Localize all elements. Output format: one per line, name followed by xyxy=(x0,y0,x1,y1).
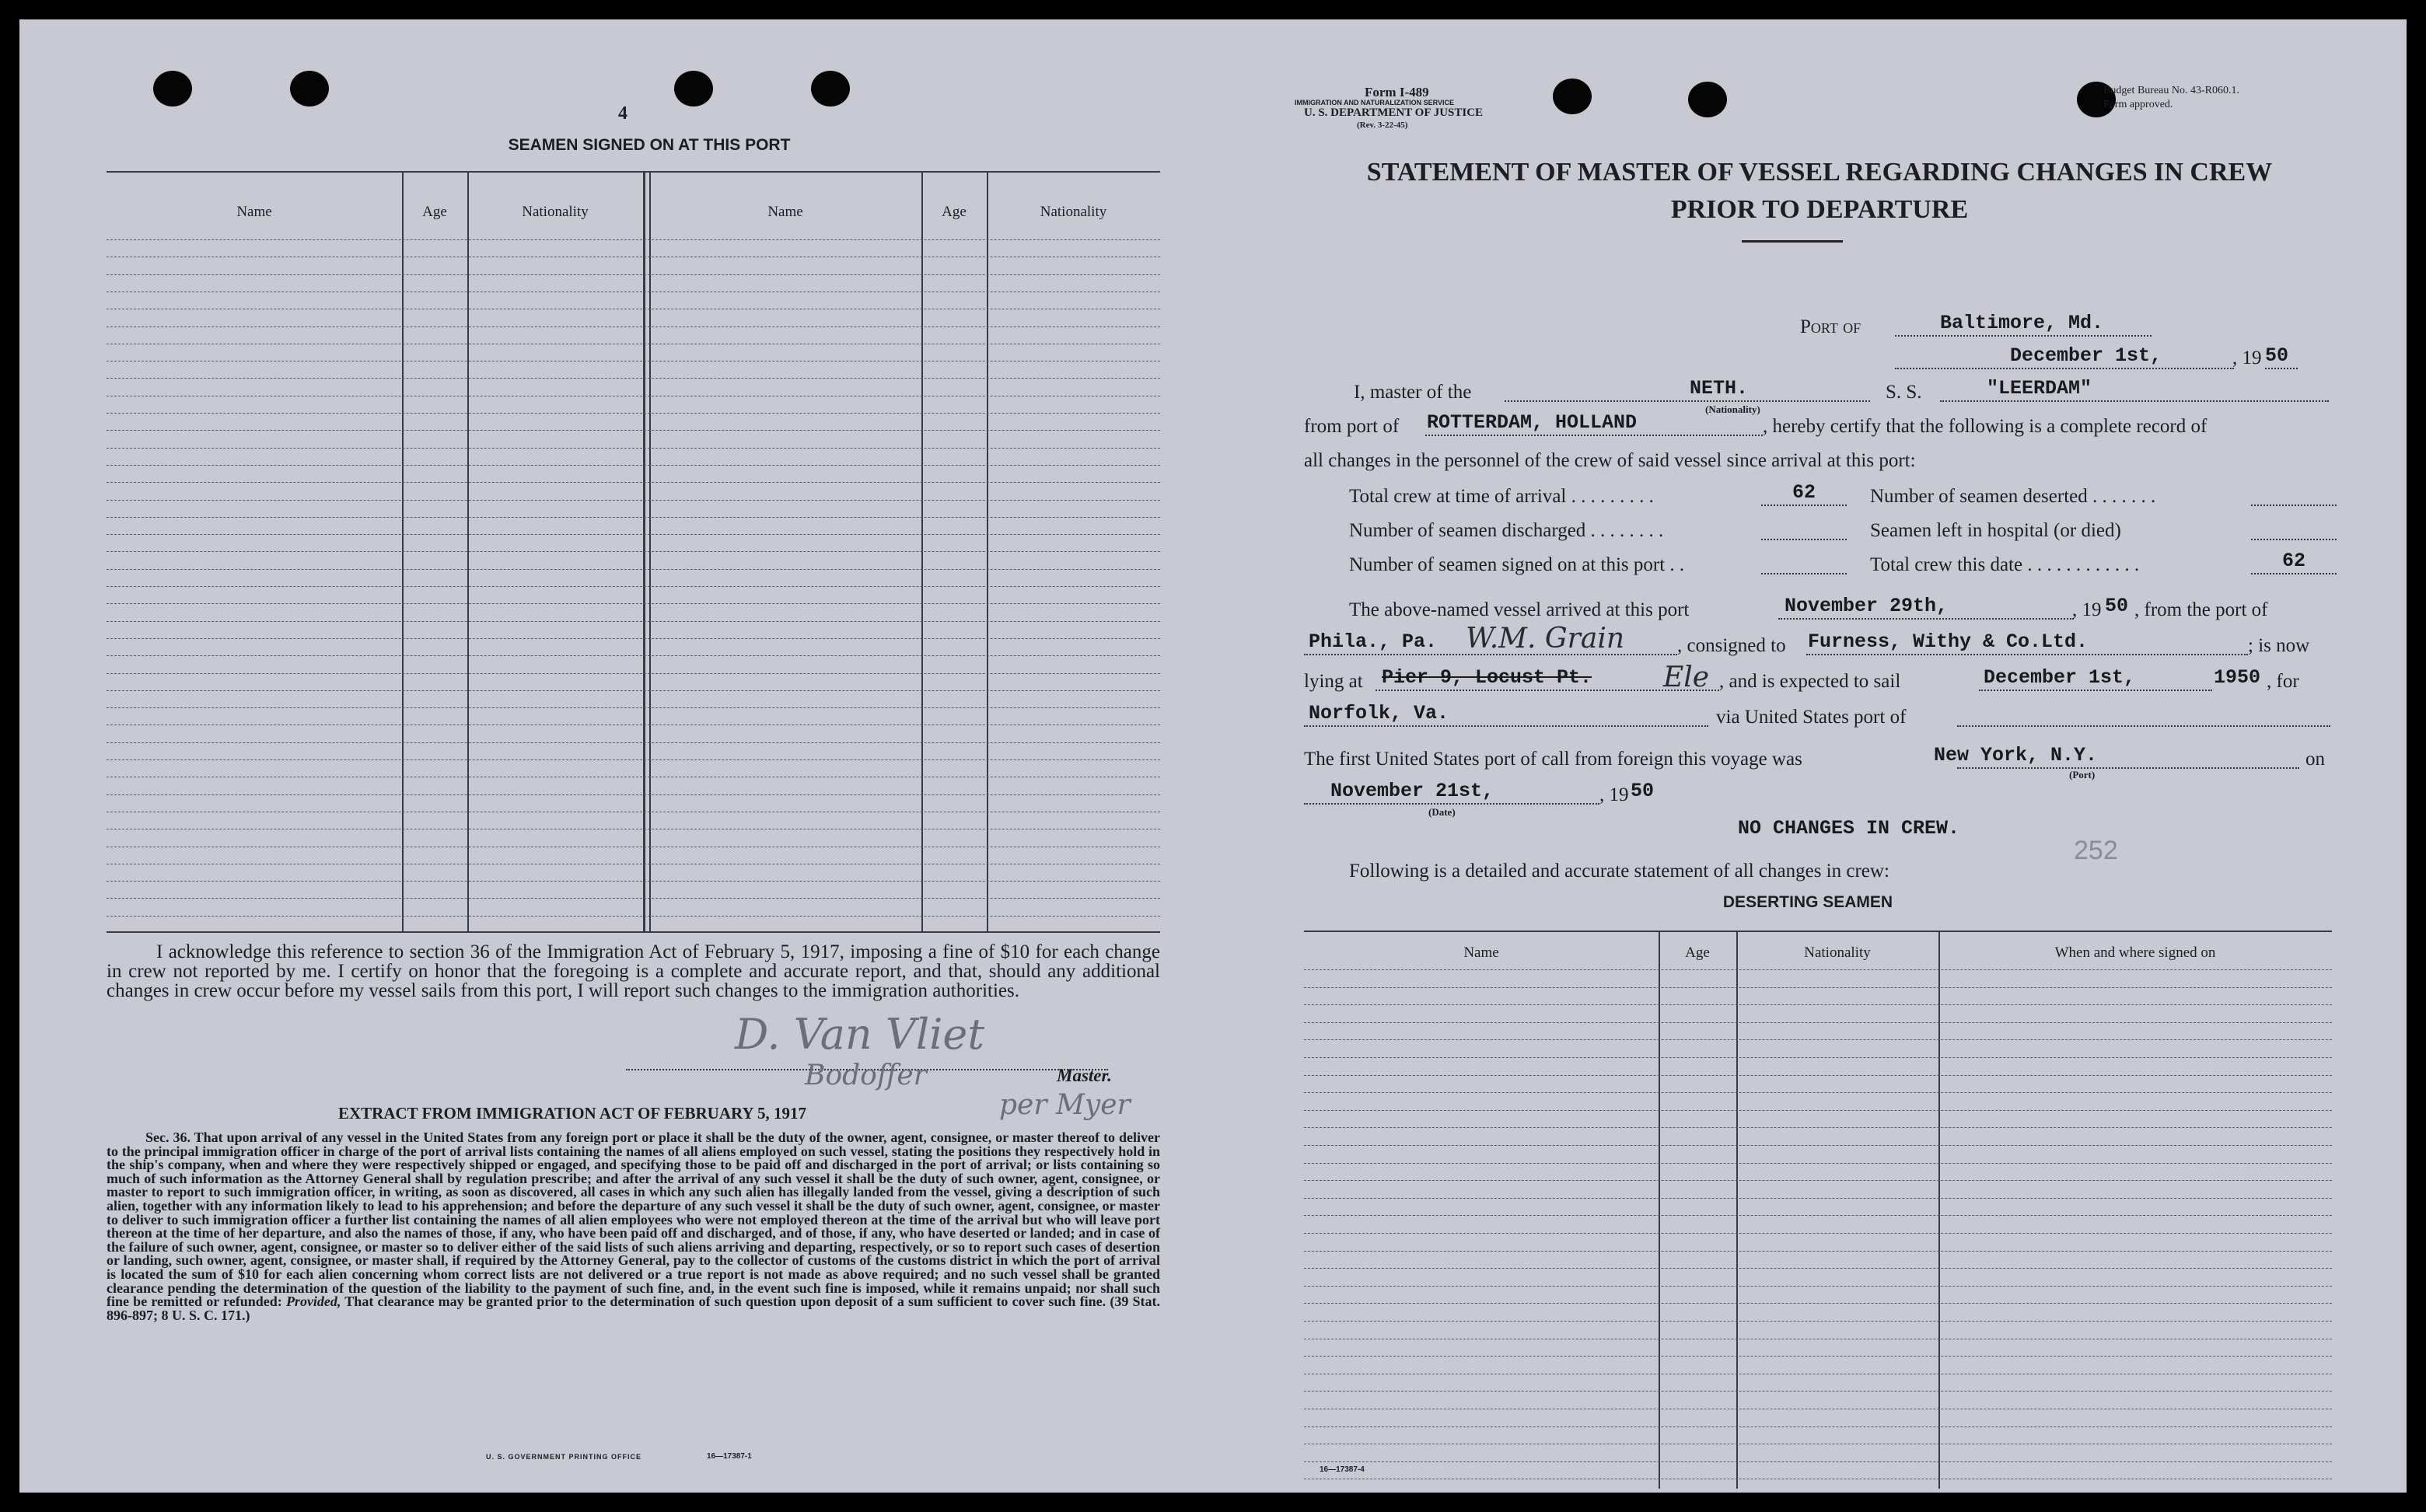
following-text: Following is a detailed and accurate statement of all changes in crew: xyxy=(1349,861,1889,882)
column-header: Age xyxy=(1685,945,1710,961)
port-caption: (Port) xyxy=(2069,769,2096,780)
printer-label: U. S. GOVERNMENT PRINTING OFFICE xyxy=(486,1453,642,1461)
total-crew-date-label: Total crew this date . . . . . . . . . . . . xyxy=(1870,554,2140,575)
column-header: Nationality xyxy=(1804,945,1871,961)
table-row-line xyxy=(1304,1092,2332,1093)
table-row-line xyxy=(107,586,1160,587)
nationality-field[interactable]: NETH. xyxy=(1690,377,1749,400)
consigned-label: , consigned to xyxy=(1677,635,1786,656)
table-row-line xyxy=(107,239,1160,240)
table-row-line xyxy=(107,326,1160,327)
table-row-line xyxy=(1304,1145,2332,1146)
table-row-line xyxy=(107,500,1160,501)
table-row-line xyxy=(1304,1303,2332,1304)
certify-text: , hereby certify that the following is a complete record of xyxy=(1763,416,2208,437)
table-row-line xyxy=(1304,1461,2332,1462)
table-row-line xyxy=(107,465,1160,466)
hospital-label: Seamen left in hospital (or died) xyxy=(1870,520,2121,541)
port-field[interactable]: Baltimore, Md. xyxy=(1940,312,2104,334)
vessel-name-field[interactable]: "LEERDAM" xyxy=(1987,377,2092,400)
deserting-title: DESERTING SEAMEN xyxy=(1722,893,1893,911)
form-title: STATEMENT OF MASTER OF VESSEL REGARDING CHANGES IN CREW xyxy=(1366,158,2273,187)
consignee-field[interactable]: Furness, Withy & Co.Ltd. xyxy=(1808,630,2089,653)
table-row-line xyxy=(1304,987,2332,988)
first-port-label: The first United States port of call from foreign this voyage was xyxy=(1304,749,1802,770)
table-row-line xyxy=(107,482,1160,483)
sail-year-field[interactable]: 1950 xyxy=(2214,666,2261,689)
year-field[interactable]: 50 xyxy=(2265,344,2289,367)
table-row-line xyxy=(1304,969,2332,970)
table-row-line xyxy=(107,655,1160,656)
column-header: Name xyxy=(767,204,803,220)
table-row-line xyxy=(1304,1198,2332,1199)
table-row-line xyxy=(107,603,1160,604)
table-row-line xyxy=(1304,1356,2332,1357)
handwritten-note: Ele xyxy=(1663,662,1710,693)
via-label: via United States port of xyxy=(1716,707,1907,728)
column-header: Name xyxy=(1463,945,1499,961)
form-approved: Form approved. xyxy=(2103,99,2173,110)
deserted-label: Number of seamen deserted . . . . . . . xyxy=(1870,486,2156,507)
table-row-line xyxy=(1304,1251,2332,1252)
table-row-line xyxy=(1304,1163,2332,1164)
on-label: on xyxy=(2305,749,2325,770)
arrived-label: The above-named vessel arrived at this port xyxy=(1349,599,1690,620)
punch-hole xyxy=(153,71,192,107)
table-row-line xyxy=(1304,1022,2332,1023)
signature-annotation: per Myer xyxy=(999,1089,1131,1121)
date-field[interactable]: December 1st, xyxy=(2010,344,2162,367)
nationality-caption: (Nationality) xyxy=(1705,403,1760,415)
total-crew-arrival-field[interactable]: 62 xyxy=(1792,481,1816,504)
table-row-line xyxy=(1304,1321,2332,1322)
table-row-line xyxy=(107,881,1160,882)
extract-text: Sec. 36. That upon arrival of any vessel in the United States from any foreign port or place it shall be the duty of the owner, agent, consignee, or master thereof to deliver to the principal immigration officer in charge of the port of arrival lists containing the names of all aliens employed on such vessel, stating the positions they respectively hold in the ship's company, when and where they were respectively shipped or engaged, and specifying those to be paid off and discharged in the port of arrival; or lists containing so much of such information as the Attorney General shall by regulation prescribe; and after the arrival of any such vessel it shall be the duty of such owner, agent, consignee, or master to report to such immigration officer, in writing, as soon as discovered, all cases in which any such alien has illegally landed from the vessel, giving a description of such alien, together with any information likely to lead to his apprehension; and before the departure of any such vessel it shall be the duty of such owner, agent, consignee, or master to deliver to such immigration officer a further list containing the names of all alien employees who were not employed thereon at the time of the arrival but who will leave port thereon at the time of her departure, and also the names of those, if any, who have been paid off and discharged, and of those, if any, who have deserted or landed; and in case of the failure of such owner, agent, consignee, or master so to deliver either of the said lists of such aliens arriving and departing, respectively, or so to report such cases of desertion or landing, such owner, agent, consignee, or master shall, if required by the Attorney General, pay to the collector of customs of the customs district in which the port of arrival is located the sum of $10 for each alien concerning whom correct lists are not delivered or a true report is not made as above required; and no such vessel shall be granted clearance pending the determination of the question of the liability to the payment of such fine, and, in the event such fine is imposed, while it remains unpaid; nor shall such fine be remitted or refunded: Provided, That clearance may be granted prior to the determination of such question upon deposit of a sum sufficient to cover such fine. (39 Stat. 896-897; 8 U. S. C. 171.) xyxy=(107,1130,1161,1323)
form-number: Form I-489 xyxy=(1365,85,1429,100)
master-of-label: I, master of the xyxy=(1354,382,1472,403)
table-row-line xyxy=(107,448,1160,449)
first-year-prefix: , 19 xyxy=(1599,784,1629,805)
signature-annotation: Bodoffer xyxy=(805,1060,927,1091)
sail-date-field[interactable]: December 1st, xyxy=(1984,666,2136,689)
table-row-line xyxy=(107,534,1160,535)
table-row-line xyxy=(107,551,1160,552)
table-row-line xyxy=(107,621,1160,622)
table-row-line xyxy=(107,517,1160,518)
table-row-line xyxy=(1304,1004,2332,1005)
stamp-number: 252 xyxy=(2074,836,2118,865)
table-row-line xyxy=(1304,1426,2332,1427)
table-row-line xyxy=(1304,1233,2332,1234)
table-row-line xyxy=(1304,1268,2332,1269)
column-header: When and where signed on xyxy=(2054,945,2216,961)
printer-code: 16—17387-1 xyxy=(707,1452,752,1461)
total-crew-date-field[interactable]: 62 xyxy=(2282,550,2306,572)
first-port-field[interactable]: New York, N.Y. xyxy=(1934,744,2098,766)
extract-section-label: Sec. 36. xyxy=(145,1130,191,1145)
certify-text: all changes in the personnel of the crew of said vessel since arrival at this port: xyxy=(1304,450,1916,471)
lying-at-field[interactable]: Pier 9, Locust Pt. xyxy=(1382,666,1592,689)
table-row-line xyxy=(1304,1127,2332,1128)
table-row-line xyxy=(107,638,1160,639)
from-port-field[interactable]: ROTTERDAM, HOLLAND xyxy=(1427,411,1638,434)
table-row-line xyxy=(107,378,1160,379)
port-label: Port of xyxy=(1800,316,1861,337)
first-year-field[interactable]: 50 xyxy=(1631,780,1655,802)
discharged-label: Number of seamen discharged . . . . . . . . xyxy=(1349,520,1664,541)
table-row-line xyxy=(1304,1286,2332,1287)
lying-at-label: lying at xyxy=(1304,671,1363,692)
agency-name: IMMIGRATION AND NATURALIZATION SERVICE xyxy=(1295,99,1454,107)
table-title: SEAMEN SIGNED ON AT THIS PORT xyxy=(508,136,791,154)
table-row-line xyxy=(1304,1391,2332,1392)
table-row-line xyxy=(107,916,1160,917)
table-row-line xyxy=(107,413,1160,414)
extract-title: EXTRACT FROM IMMIGRATION ACT OF FEBRUARY 5, 1917 xyxy=(338,1104,807,1123)
extract-citation: (39 Stat. 896-897; 8 U. S. C. 171.) xyxy=(107,1294,1161,1323)
revision-date: (Rev. 3-22-45) xyxy=(1357,120,1408,130)
table-row-line xyxy=(107,690,1160,691)
table-row-line xyxy=(107,569,1160,570)
punch-hole xyxy=(1688,82,1727,117)
table-row-line xyxy=(107,430,1160,431)
table-row-line xyxy=(107,742,1160,743)
department-name: U. S. DEPARTMENT OF JUSTICE xyxy=(1304,107,1484,119)
arrived-date-field[interactable]: November 29th, xyxy=(1785,595,1949,617)
sail-label: , and is expected to sail xyxy=(1719,671,1901,692)
column-header: Age xyxy=(942,204,967,220)
master-label: Master. xyxy=(1057,1066,1112,1085)
document-sheet xyxy=(19,19,2407,1493)
column-header: Nationality xyxy=(1040,204,1107,220)
printer-code: 16—17387-4 xyxy=(1320,1465,1365,1474)
table-row-line xyxy=(107,794,1160,795)
table-row-line xyxy=(107,673,1160,674)
table-row-line xyxy=(1304,1180,2332,1181)
first-date-field[interactable]: November 21st, xyxy=(1330,780,1494,802)
punch-hole xyxy=(290,71,329,107)
table-row-line xyxy=(1304,1057,2332,1058)
punch-hole xyxy=(674,71,713,107)
budget-bureau-number: Budget Bureau No. 43-R060.1. xyxy=(2103,85,2239,96)
seamen-signed-on-table xyxy=(107,171,1160,933)
table-row-line xyxy=(1304,1039,2332,1040)
table-row-line xyxy=(107,707,1160,708)
page-number: 4 xyxy=(618,103,627,124)
arrived-year-prefix: , 19 xyxy=(2072,599,2102,620)
for-label: , for xyxy=(2267,671,2299,692)
deserting-seamen-table xyxy=(1304,931,2332,1489)
table-row-line xyxy=(1304,1215,2332,1216)
table-row-line xyxy=(107,274,1160,275)
table-row-line xyxy=(107,898,1160,899)
from-port-label: from port of xyxy=(1304,416,1400,437)
total-crew-arrival-label: Total crew at time of arrival . . . . . . . . . xyxy=(1349,486,1654,507)
master-signature: D. Van Vliet xyxy=(735,1010,985,1059)
arrived-year-field[interactable]: 50 xyxy=(2105,595,2129,617)
year-prefix: , 19 xyxy=(2232,347,2262,368)
column-header: Age xyxy=(422,204,447,220)
destination-field[interactable]: Norfolk, Va. xyxy=(1309,702,1449,725)
table-row-line xyxy=(1304,1075,2332,1076)
punch-hole xyxy=(1553,79,1592,114)
form-title: PRIOR TO DEPARTURE xyxy=(1670,195,1969,224)
column-header: Nationality xyxy=(522,204,589,220)
table-row-line xyxy=(107,759,1160,760)
from-the-port-label: , from the port of xyxy=(2134,599,2268,620)
title-rule xyxy=(1742,240,1843,243)
ss-label: S. S. xyxy=(1886,382,1922,403)
punch-hole xyxy=(811,71,850,107)
no-changes-note: NO CHANGES IN CREW. xyxy=(1738,817,1960,840)
is-now-label: ; is now xyxy=(2248,635,2310,656)
signed-on-label: Number of seamen signed on at this port . . xyxy=(1349,554,1685,575)
acknowledgment-text: I acknowledge this reference to section 36 of the Immigration Act of February 5, 1917, imposing a fine of $10 for each change in crew not reported by me. I certify on honor that the foregoing is a complete and accurate report, and that, should any additional changes in crew occur before my vessel sails from this port, I will report such changes to the immigration authorities. xyxy=(107,941,1160,1001)
table-row-line xyxy=(1304,1110,2332,1111)
from-the-port-field[interactable]: Phila., Pa. xyxy=(1309,630,1438,653)
date-caption: (Date) xyxy=(1428,806,1456,818)
handwritten-note: W.M. Grain xyxy=(1466,623,1625,655)
column-header: Name xyxy=(236,204,272,220)
